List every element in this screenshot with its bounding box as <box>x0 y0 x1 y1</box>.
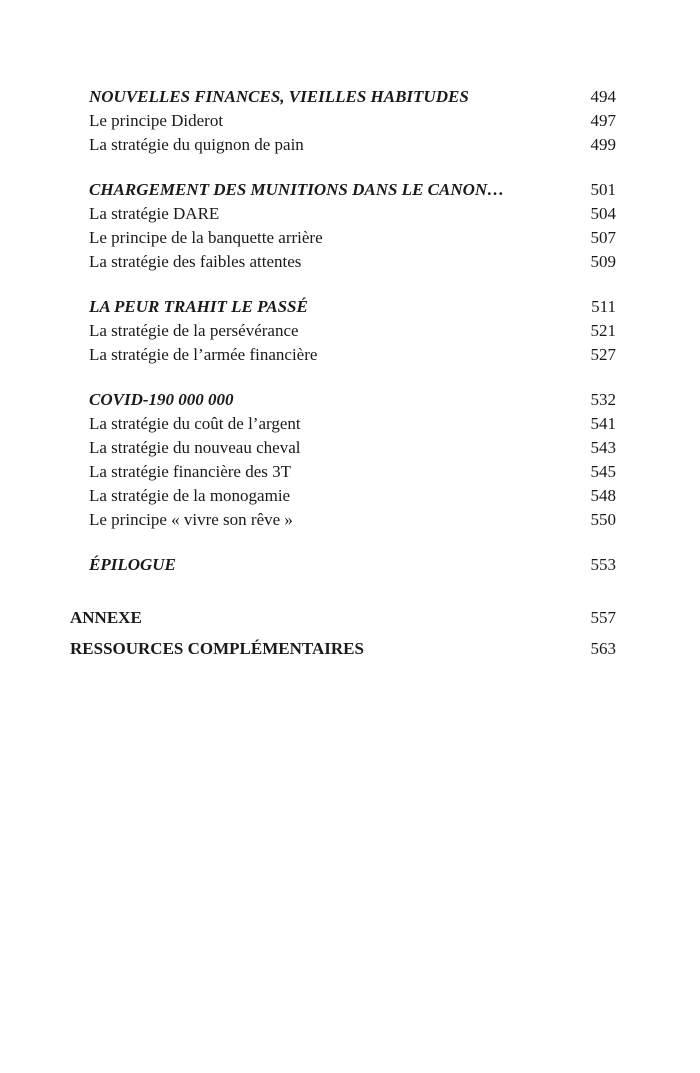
toc-chapter <box>0 178 700 202</box>
section-spacer <box>0 367 700 388</box>
entry-title: La stratégie du quignon de pain <box>89 135 304 154</box>
toc-entry <box>0 319 700 343</box>
toc-entry <box>0 133 700 157</box>
page-number: 548 <box>590 486 616 505</box>
chapter-title: CHARGEMENT DES MUNITIONS DANS LE CANON… <box>89 180 505 199</box>
toc-entry <box>0 109 700 133</box>
toc-entry <box>0 226 700 250</box>
table-of-contents <box>0 85 700 661</box>
entry-title: Le principe Diderot <box>89 111 224 130</box>
page-number: 541 <box>590 414 616 433</box>
entry-title: La stratégie de l’armée financière <box>89 345 318 364</box>
entry-title: La stratégie DARE <box>89 204 220 223</box>
page-number: 527 <box>590 345 616 364</box>
entry-title: La stratégie du coût de l’argent <box>89 414 301 433</box>
page-number: 494 <box>590 87 616 106</box>
page-number: 553 <box>590 555 616 574</box>
toc-entry <box>0 412 700 436</box>
page-number: 497 <box>590 111 616 130</box>
page-number: 521 <box>590 321 616 340</box>
toc-entry <box>0 484 700 508</box>
entry-title: Le principe « vivre son rêve » <box>89 510 293 529</box>
part-title: ANNEXE <box>70 608 142 627</box>
page-number: 532 <box>590 390 616 409</box>
page-number: 509 <box>590 252 616 271</box>
toc-entry <box>0 250 700 274</box>
page-number: 557 <box>590 608 616 627</box>
section-spacer <box>0 157 700 178</box>
toc-entry <box>0 202 700 226</box>
page-number: 504 <box>590 204 616 223</box>
page-number: 543 <box>590 438 616 457</box>
toc-chapter <box>0 85 700 109</box>
chapter-title: NOUVELLES FINANCES, VIEILLES HABITUDES <box>89 87 469 106</box>
page-number: 511 <box>591 297 616 316</box>
entry-title: La stratégie financière des 3T <box>89 462 292 481</box>
page-number: 550 <box>590 510 616 529</box>
entry-title: La stratégie de la monogamie <box>89 486 291 505</box>
page-number: 507 <box>590 228 616 247</box>
page-number: 563 <box>590 639 616 658</box>
toc-part <box>0 637 700 661</box>
toc-part <box>0 606 700 630</box>
toc-chapter <box>0 295 700 319</box>
page-number: 501 <box>590 180 616 199</box>
section-spacer <box>0 532 700 553</box>
part-spacer <box>0 577 700 606</box>
toc-chapter <box>0 388 700 412</box>
entry-title: La stratégie des faibles attentes <box>89 252 302 271</box>
part-spacer <box>0 630 700 637</box>
toc-entry <box>0 460 700 484</box>
entry-title: La stratégie de la persévérance <box>89 321 299 340</box>
entry-title: Le principe de la banquette arrière <box>89 228 323 247</box>
page-number: 545 <box>590 462 616 481</box>
part-title: RESSOURCES COMPLÉMENTAIRES <box>70 639 364 658</box>
toc-entry <box>0 508 700 532</box>
chapter-title: LA PEUR TRAHIT LE PASSÉ <box>89 297 308 316</box>
toc-entry <box>0 436 700 460</box>
entry-title: La stratégie du nouveau cheval <box>89 438 301 457</box>
toc-entry <box>0 343 700 367</box>
chapter-title: ÉPILOGUE <box>89 555 176 574</box>
section-spacer <box>0 274 700 295</box>
toc-chapter <box>0 553 700 577</box>
page-number: 499 <box>590 135 616 154</box>
chapter-title: COVID-190 000 000 <box>89 390 234 409</box>
